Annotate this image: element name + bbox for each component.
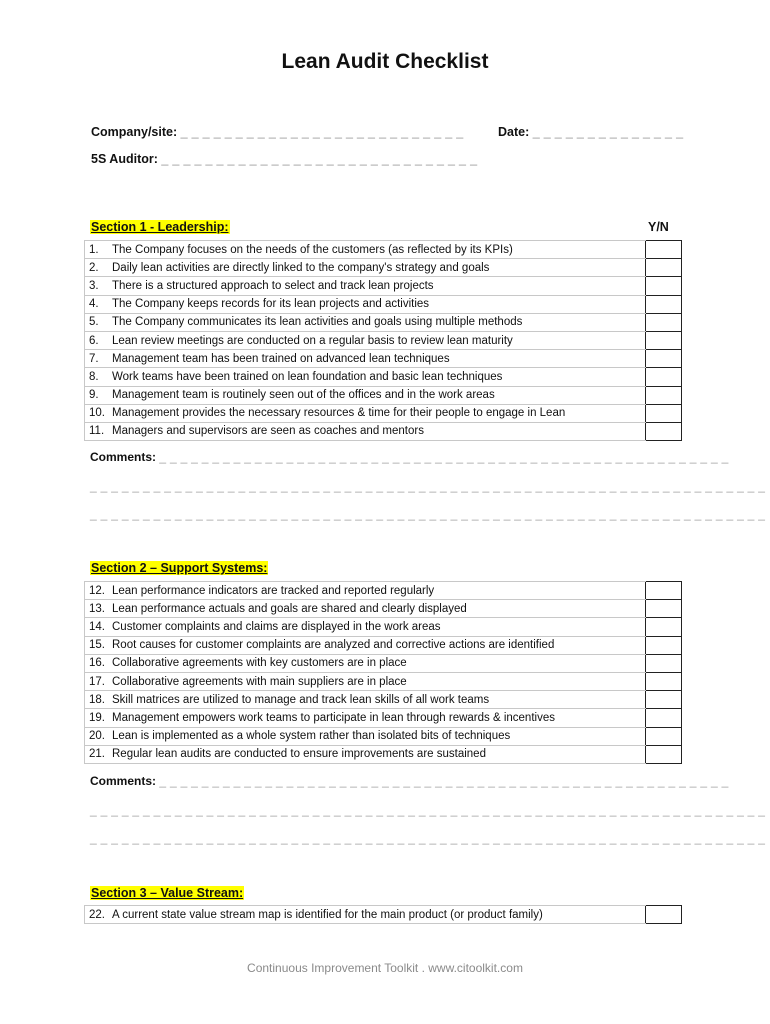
item-number: 12. [89, 584, 105, 597]
item-number: 11. [89, 425, 105, 438]
yn-checkbox[interactable] [646, 906, 682, 924]
item-number: 7. [89, 352, 99, 365]
yn-checkbox[interactable] [646, 727, 682, 745]
checklist-question [85, 259, 630, 277]
checklist-row [85, 295, 682, 313]
item-number: 15. [89, 639, 105, 652]
checklist-row [85, 313, 682, 331]
yn-checkbox[interactable] [646, 350, 682, 368]
row-spacer [629, 906, 646, 924]
checklist-question [85, 582, 630, 600]
checklist-question [85, 277, 630, 295]
yn-checkbox[interactable] [646, 368, 682, 386]
item-text: Managers and supervisors are seen as coaches and mentors [112, 425, 424, 438]
checklist-question [85, 727, 630, 745]
item-text: Customer complaints and claims are displayed in the work areas [112, 620, 441, 633]
date-label: Date: [498, 125, 530, 139]
row-spacer [629, 691, 646, 709]
checklist-question [85, 313, 630, 331]
item-number: 14. [89, 620, 105, 633]
checklist-row [85, 386, 682, 404]
item-text: Management team is routinely seen out of the offices and in the work areas [112, 389, 495, 402]
checklist-row [85, 672, 682, 690]
item-text: Collaborative agreements with key customers are in place [112, 657, 407, 670]
yn-checkbox[interactable] [646, 277, 682, 295]
row-spacer [629, 745, 646, 763]
row-spacer [629, 582, 646, 600]
comment-blank[interactable]: _ _ _ _ _ _ _ _ _ _ _ _ _ _ _ _ _ _ _ _ _ _ _ _ _ _ _ _ _ _ _ _ _ _ _ _ _ _ _ _ _ _ _ _ _ _ _ _ _ _ _ _ _ _ [159, 450, 729, 464]
checklist-row [85, 277, 682, 295]
item-number: 6. [89, 334, 99, 347]
yn-checkbox[interactable] [646, 672, 682, 690]
yn-checkbox[interactable] [646, 295, 682, 313]
item-number: 22. [89, 908, 105, 921]
item-text: Work teams have been trained on lean foundation and basic lean techniques [112, 370, 503, 383]
comment-blank[interactable]: _ _ _ _ _ _ _ _ _ _ _ _ _ _ _ _ _ _ _ _ _ _ _ _ _ _ _ _ _ _ _ _ _ _ _ _ _ _ _ _ _ _ _ _ _ _ _ _ _ _ _ _ _ _ _ _ _ _ _ _ _ _ _ _ [90, 831, 766, 845]
yn-checkbox[interactable] [646, 745, 682, 763]
row-spacer [629, 672, 646, 690]
comment-blank[interactable]: _ _ _ _ _ _ _ _ _ _ _ _ _ _ _ _ _ _ _ _ _ _ _ _ _ _ _ _ _ _ _ _ _ _ _ _ _ _ _ _ _ _ _ _ _ _ _ _ _ _ _ _ _ _ _ _ _ _ _ _ _ _ _ _ [90, 803, 766, 817]
row-spacer [629, 618, 646, 636]
item-text: Collaborative agreements with main suppliers are in place [112, 675, 407, 688]
yn-column-header: Y/N [648, 220, 669, 234]
checklist-row [85, 350, 682, 368]
checklist-question [85, 906, 630, 924]
checklist-question [85, 295, 630, 313]
item-number: 8. [89, 370, 99, 383]
yn-checkbox[interactable] [646, 241, 682, 259]
row-spacer [629, 331, 646, 349]
comment-blank[interactable]: _ _ _ _ _ _ _ _ _ _ _ _ _ _ _ _ _ _ _ _ _ _ _ _ _ _ _ _ _ _ _ _ _ _ _ _ _ _ _ _ _ _ _ _ _ _ _ _ _ _ _ _ _ _ _ _ _ _ _ _ _ _ _ _ [90, 479, 766, 493]
row-spacer [629, 404, 646, 422]
company-label: Company/site: [91, 125, 178, 139]
yn-checkbox[interactable] [646, 691, 682, 709]
yn-checkbox[interactable] [646, 386, 682, 404]
item-number: 16. [89, 657, 105, 670]
company-field[interactable] [91, 125, 464, 139]
auditor-blank[interactable]: _ _ _ _ _ _ _ _ _ _ _ _ _ _ _ _ _ _ _ _ _ _ _ _ _ _ _ _ _ [161, 152, 478, 166]
comment-blank[interactable]: _ _ _ _ _ _ _ _ _ _ _ _ _ _ _ _ _ _ _ _ _ _ _ _ _ _ _ _ _ _ _ _ _ _ _ _ _ _ _ _ _ _ _ _ _ _ _ _ _ _ _ _ _ _ [159, 774, 729, 788]
item-number: 10. [89, 407, 105, 420]
checklist-row [85, 636, 682, 654]
row-spacer [629, 313, 646, 331]
row-spacer [629, 241, 646, 259]
item-text: The Company keeps records for its lean projects and activities [112, 298, 430, 311]
item-text: The Company communicates its lean activities and goals using multiple methods [112, 316, 523, 329]
item-text: Lean is implemented as a whole system rather than isolated bits of techniques [112, 730, 511, 743]
item-number: 17. [89, 675, 105, 688]
item-text: Lean performance actuals and goals are shared and clearly displayed [112, 602, 467, 615]
checklist-row [85, 691, 682, 709]
section-2-comments[interactable] [90, 774, 729, 788]
auditor-field[interactable] [91, 152, 477, 166]
row-spacer [629, 259, 646, 277]
checklist-question [85, 691, 630, 709]
row-spacer [629, 368, 646, 386]
checklist-question [85, 654, 630, 672]
date-field[interactable] [498, 125, 683, 139]
section-1-heading: Section 1 - Leadership: [91, 220, 229, 234]
item-number: 5. [89, 316, 99, 329]
item-number: 18. [89, 693, 105, 706]
yn-checkbox[interactable] [646, 636, 682, 654]
row-spacer [629, 709, 646, 727]
checklist-row [85, 582, 682, 600]
comment-line[interactable] [90, 803, 765, 817]
item-text: Management empowers work teams to participate in lean through rewards & incentives [112, 711, 555, 724]
item-text: Regular lean audits are conducted to ensure improvements are sustained [112, 748, 486, 761]
checklist-question [85, 368, 630, 386]
checklist-row [85, 404, 682, 422]
item-text: A current state value stream map is identified for the main product (or product family) [112, 908, 543, 921]
item-number: 13. [89, 602, 105, 615]
row-spacer [629, 277, 646, 295]
checklist-question [85, 386, 630, 404]
row-spacer [629, 727, 646, 745]
comments-label: Comments: [90, 774, 157, 788]
checklist-question [85, 672, 630, 690]
row-spacer [629, 600, 646, 618]
checklist-row [85, 422, 682, 440]
row-spacer [629, 654, 646, 672]
checklist-row [85, 906, 682, 924]
item-number: 21. [89, 748, 105, 761]
checklist-question [85, 404, 630, 422]
item-text: Management provides the necessary resources & time for their people to engage in Lean [112, 407, 566, 420]
section-1-comments[interactable] [90, 450, 729, 464]
comment-line[interactable] [90, 507, 765, 521]
item-number: 4. [89, 298, 99, 311]
yn-checkbox[interactable] [646, 582, 682, 600]
checklist-question [85, 745, 630, 763]
item-text: Daily lean activities are directly linked to the company's strategy and goals [112, 261, 490, 274]
checklist-question [85, 350, 630, 368]
item-number: 3. [89, 279, 99, 292]
checklist-row [85, 259, 682, 277]
section-2-checklist [84, 581, 682, 764]
comment-blank[interactable]: _ _ _ _ _ _ _ _ _ _ _ _ _ _ _ _ _ _ _ _ _ _ _ _ _ _ _ _ _ _ _ _ _ _ _ _ _ _ _ _ _ _ _ _ _ _ _ _ _ _ _ _ _ _ _ _ _ _ _ _ _ _ _ _ [90, 507, 766, 521]
checklist-row [85, 600, 682, 618]
item-text: The Company focuses on the needs of the customers (as reflected by its KPIs) [112, 243, 513, 256]
company-blank[interactable]: _ _ _ _ _ _ _ _ _ _ _ _ _ _ _ _ _ _ _ _ _ _ _ _ _ _ [180, 125, 464, 139]
checklist-row [85, 331, 682, 349]
checklist-question [85, 618, 630, 636]
row-spacer [629, 350, 646, 368]
item-text: There is a structured approach to select and track lean projects [112, 279, 434, 292]
checklist-row [85, 727, 682, 745]
checklist-question [85, 709, 630, 727]
yn-checkbox[interactable] [646, 600, 682, 618]
checklist-row [85, 709, 682, 727]
item-number: 2. [89, 261, 99, 274]
row-spacer [629, 386, 646, 404]
yn-checkbox[interactable] [646, 331, 682, 349]
yn-checkbox[interactable] [646, 709, 682, 727]
checklist-row [85, 241, 682, 259]
item-text: Root causes for customer complaints are analyzed and corrective actions are identified [112, 639, 555, 652]
section-3-checklist [84, 905, 682, 924]
checklist-question [85, 636, 630, 654]
checklist-question [85, 331, 630, 349]
section-2-heading: Section 2 – Support Systems: [91, 561, 268, 575]
item-number: 9. [89, 389, 99, 402]
checklist-question [85, 241, 630, 259]
comment-line[interactable] [90, 831, 765, 845]
item-number: 20. [89, 730, 105, 743]
item-number: 19. [89, 711, 105, 724]
row-spacer [629, 295, 646, 313]
date-blank[interactable]: _ _ _ _ _ _ _ _ _ _ _ _ _ _ [532, 125, 684, 139]
yn-checkbox[interactable] [646, 618, 682, 636]
row-spacer [629, 422, 646, 440]
row-spacer [629, 636, 646, 654]
checklist-row [85, 368, 682, 386]
checklist-row [85, 618, 682, 636]
item-number: 1. [89, 243, 99, 256]
section-3-heading: Section 3 – Value Stream: [91, 886, 244, 900]
auditor-label: 5S Auditor: [91, 152, 158, 166]
checklist-row [85, 654, 682, 672]
item-text: Lean review meetings are conducted on a regular basis to review lean maturity [112, 334, 513, 347]
page-title: Lean Audit Checklist [281, 50, 489, 73]
item-text: Lean performance indicators are tracked and reported regularly [112, 584, 435, 597]
footer: Continuous Improvement Toolkit . www.citoolkit.com [247, 961, 523, 975]
item-text: Skill matrices are utilized to manage and track lean skills of all work teams [112, 693, 490, 706]
yn-checkbox[interactable] [646, 313, 682, 331]
comment-line[interactable] [90, 479, 765, 493]
checklist-question [85, 600, 630, 618]
yn-checkbox[interactable] [646, 654, 682, 672]
comments-label: Comments: [90, 450, 157, 464]
yn-checkbox[interactable] [646, 259, 682, 277]
checklist-row [85, 745, 682, 763]
yn-checkbox[interactable] [646, 422, 682, 440]
section-1-checklist [84, 240, 682, 441]
checklist-question [85, 422, 630, 440]
yn-checkbox[interactable] [646, 404, 682, 422]
item-text: Management team has been trained on advanced lean techniques [112, 352, 450, 365]
